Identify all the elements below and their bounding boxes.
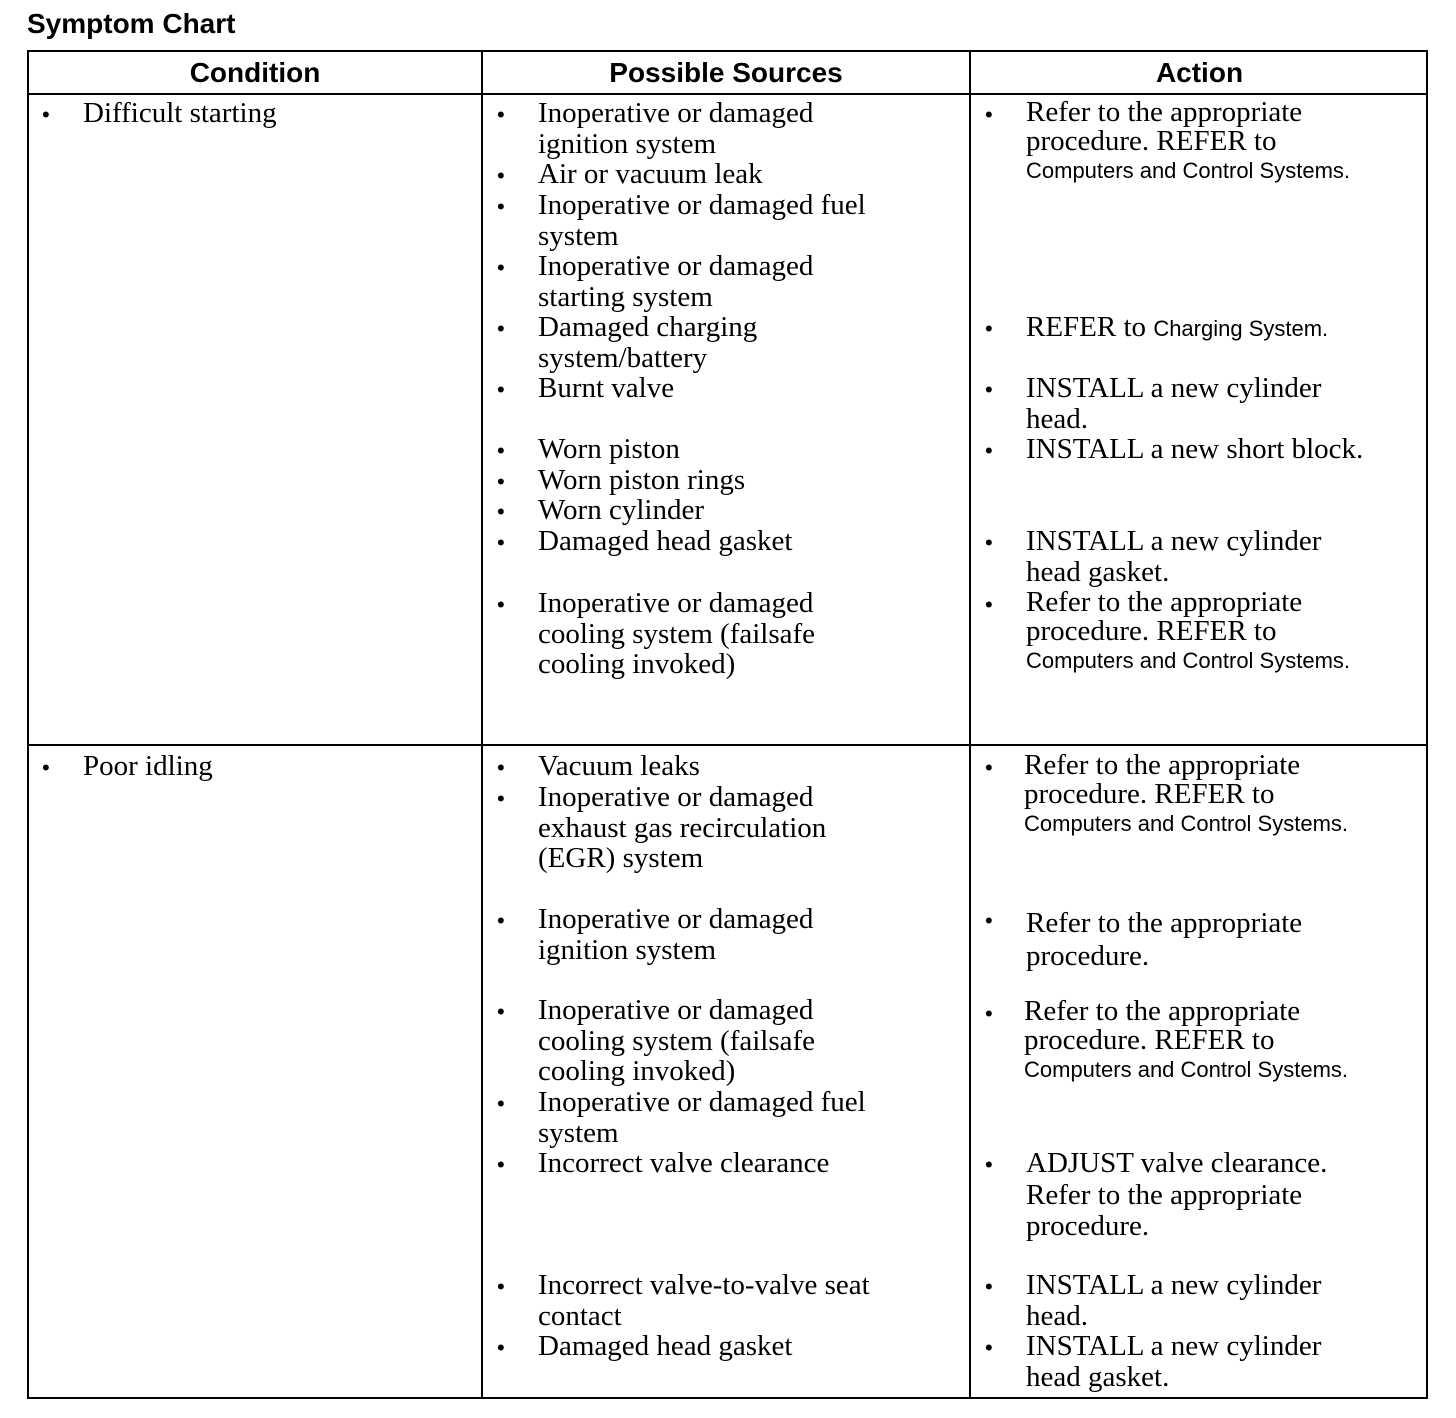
source-item: Inoperative or damaged ignition system bbox=[538, 97, 814, 160]
source-item: Worn piston bbox=[538, 433, 680, 465]
bullet: • bbox=[985, 102, 993, 127]
bullet: • bbox=[497, 530, 505, 555]
source-item: Vacuum leaks bbox=[538, 750, 700, 782]
source-item: Incorrect valve-to-valve seat contact bbox=[538, 1269, 870, 1332]
source-item: Damaged charging system/battery bbox=[538, 311, 758, 374]
bullet: • bbox=[985, 438, 993, 463]
action-item: Refer to the appropriate procedure. REFER to Computers and Control Systems. bbox=[1026, 96, 1351, 183]
bullet: • bbox=[497, 1274, 505, 1299]
bullet: • bbox=[42, 755, 50, 780]
bullet: • bbox=[985, 755, 993, 780]
bullet: • bbox=[497, 469, 505, 494]
source-item: Inoperative or damaged fuel system bbox=[538, 189, 866, 252]
header-possible-sources: Possible Sources bbox=[609, 57, 843, 88]
source-item: Damaged head gasket bbox=[538, 1330, 793, 1362]
bullet: • bbox=[985, 530, 993, 555]
bullet: • bbox=[497, 255, 505, 280]
bullet: • bbox=[497, 102, 505, 127]
bullet: • bbox=[497, 1335, 505, 1360]
bullet: • bbox=[497, 194, 505, 219]
source-item: Air or vacuum leak bbox=[538, 158, 763, 190]
bullet: • bbox=[985, 377, 993, 402]
bullet: • bbox=[497, 755, 505, 780]
action-item: INSTALL a new short block. bbox=[1026, 433, 1364, 465]
bullet: • bbox=[497, 1152, 505, 1177]
source-item: Worn cylinder bbox=[538, 494, 704, 526]
chart-title: Symptom Chart bbox=[27, 8, 236, 39]
bullet: • bbox=[985, 1335, 993, 1360]
source-item: Inoperative or damaged exhaust gas recirculation (EGR) system bbox=[538, 781, 827, 875]
bullet: • bbox=[42, 102, 50, 127]
source-item: Damaged head gasket bbox=[538, 525, 793, 557]
action-item: INSTALL a new cylinder head. bbox=[1026, 372, 1322, 435]
action-item: INSTALL a new cylinder head gasket. bbox=[1026, 1330, 1322, 1393]
bullet: • bbox=[497, 377, 505, 402]
bullet: • bbox=[985, 1274, 993, 1299]
action-item: ADJUST valve clearance. Refer to the appropriate procedure. bbox=[1026, 1147, 1328, 1242]
bullet: • bbox=[497, 999, 505, 1024]
action-item: Refer to the appropriate procedure. REFER to Computers and Control Systems. bbox=[1026, 586, 1351, 673]
action-item: INSTALL a new cylinder head gasket. bbox=[1026, 525, 1322, 588]
bullet: • bbox=[497, 499, 505, 524]
bullet: • bbox=[497, 592, 505, 617]
action-item: INSTALL a new cylinder head. bbox=[1026, 1269, 1322, 1332]
source-item: Inoperative or damaged fuel system bbox=[538, 1086, 866, 1149]
bullet: • bbox=[497, 908, 505, 933]
bullet: • bbox=[985, 908, 993, 933]
column-divider bbox=[969, 52, 971, 1397]
source-item: Inoperative or damaged cooling system (failsafe cooling invoked) bbox=[538, 994, 816, 1088]
row-divider bbox=[29, 744, 1426, 746]
bullet: • bbox=[497, 163, 505, 188]
action-item: Refer to the appropriate procedure. REFER to Computers and Control Systems. bbox=[1024, 749, 1349, 836]
bullet: • bbox=[497, 1091, 505, 1116]
action-item: REFER to Charging System. bbox=[1026, 311, 1329, 343]
source-item: Worn piston rings bbox=[538, 464, 746, 496]
bullet: • bbox=[497, 438, 505, 463]
condition-text: Difficult starting bbox=[83, 97, 277, 129]
column-divider bbox=[481, 52, 483, 1397]
bullet: • bbox=[985, 1152, 993, 1177]
bullet: • bbox=[985, 1001, 993, 1026]
header-condition: Condition bbox=[189, 57, 321, 88]
source-item: Burnt valve bbox=[538, 372, 675, 404]
condition-text: Poor idling bbox=[83, 750, 213, 782]
source-item: Inoperative or damaged cooling system (failsafe cooling invoked) bbox=[538, 587, 816, 681]
bullet: • bbox=[497, 786, 505, 811]
source-item: Incorrect valve clearance bbox=[538, 1147, 830, 1179]
action-item: Refer to the appropriate procedure. bbox=[1026, 907, 1303, 972]
bullet: • bbox=[985, 592, 993, 617]
action-item: Refer to the appropriate procedure. REFER to Computers and Control Systems. bbox=[1024, 995, 1349, 1082]
bullet: • bbox=[497, 316, 505, 341]
header-action: Action bbox=[1155, 57, 1244, 88]
bullet: • bbox=[985, 316, 993, 341]
source-item: Inoperative or damaged starting system bbox=[538, 250, 814, 313]
source-item: Inoperative or damaged ignition system bbox=[538, 903, 814, 966]
